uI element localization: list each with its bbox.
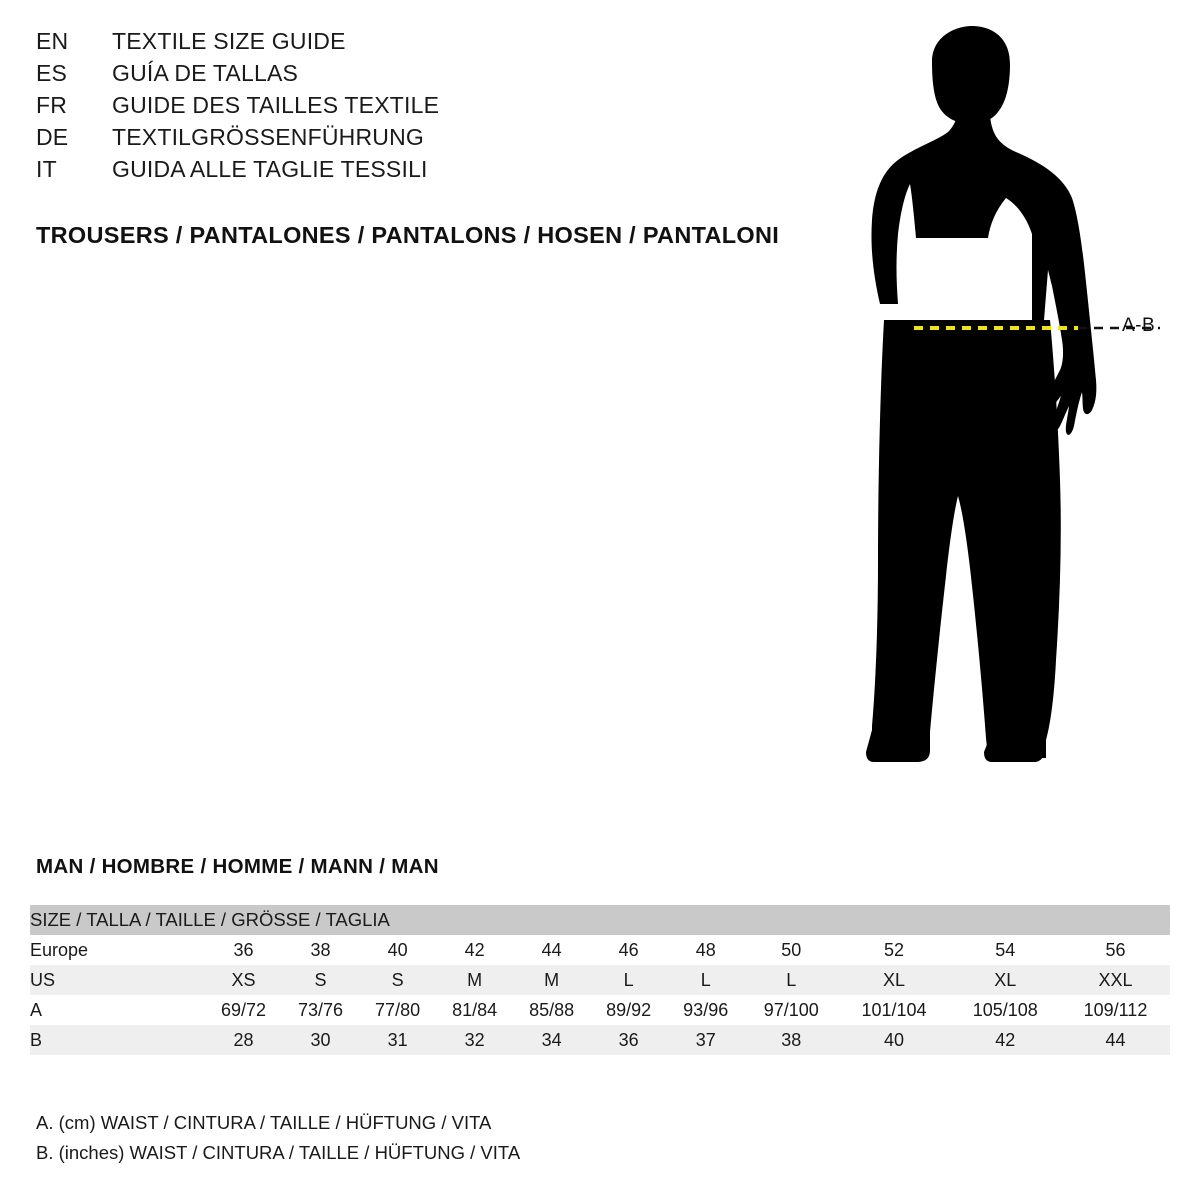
cell-us-7: L [667, 965, 744, 995]
row-label-europe: Europe [30, 935, 205, 965]
cell-europe-6: 46 [590, 935, 667, 965]
cell-us-2: S [282, 965, 359, 995]
language-code-en: EN [36, 28, 69, 54]
language-row-es [36, 60, 796, 92]
cell-a-7: 93/96 [667, 995, 744, 1025]
cell-a-11: 109/112 [1061, 995, 1170, 1025]
cell-a-4: 81/84 [436, 995, 513, 1025]
language-code-de: DE [36, 124, 69, 150]
table-header-row [30, 905, 1170, 935]
cell-b-2: 30 [282, 1025, 359, 1055]
table-header-label: SIZE / TALLA / TAILLE / GRÖSSE / TAGLIA [30, 905, 1170, 935]
cell-us-6: L [590, 965, 667, 995]
size-table [30, 905, 1170, 1055]
cell-us-1: XS [205, 965, 282, 995]
table-row [30, 1025, 1170, 1055]
cell-b-9: 40 [838, 1025, 949, 1055]
language-text-en: TEXTILE SIZE GUIDE [112, 28, 346, 54]
cell-b-11: 44 [1061, 1025, 1170, 1055]
male-figure-illustration [820, 20, 1190, 800]
cell-us-10: XL [950, 965, 1061, 995]
language-code-it: IT [36, 156, 57, 182]
cell-us-4: M [436, 965, 513, 995]
row-label-us: US [30, 965, 205, 995]
cell-a-3: 77/80 [359, 995, 436, 1025]
language-list [36, 28, 796, 188]
cell-b-7: 37 [667, 1025, 744, 1055]
cell-a-8: 97/100 [744, 995, 838, 1025]
cell-a-1: 69/72 [205, 995, 282, 1025]
table-row [30, 995, 1170, 1025]
cell-a-9: 101/104 [838, 995, 949, 1025]
language-text-de: TEXTILGRÖSSENFÜHRUNG [112, 124, 424, 150]
cell-b-3: 31 [359, 1025, 436, 1055]
cell-b-10: 42 [950, 1025, 1061, 1055]
language-row-en [36, 28, 796, 60]
language-text-fr: GUIDE DES TAILLES TEXTILE [112, 92, 440, 118]
cell-us-11: XXL [1061, 965, 1170, 995]
cell-b-5: 34 [513, 1025, 590, 1055]
language-row-fr [36, 92, 796, 124]
cell-b-4: 32 [436, 1025, 513, 1055]
cell-europe-3: 40 [359, 935, 436, 965]
table-section-title: MAN / HOMBRE / HOMME / MANN / MAN [36, 855, 439, 878]
cell-a-10: 105/108 [950, 995, 1061, 1025]
footnote-list [36, 1108, 520, 1168]
row-label-a: A [30, 995, 205, 1025]
cell-europe-9: 52 [838, 935, 949, 965]
cell-europe-10: 54 [950, 935, 1061, 965]
measurement-label-ab: A-B [1122, 315, 1156, 336]
cell-europe-4: 42 [436, 935, 513, 965]
footnote-a: A. (cm) WAIST / CINTURA / TAILLE / HÜFTUNG / VITA [36, 1112, 492, 1133]
garment-type-title: TROUSERS / PANTALONES / PANTALONS / HOSEN / PANTALONI [36, 222, 780, 248]
cell-us-8: L [744, 965, 838, 995]
row-label-b: B [30, 1025, 205, 1055]
cell-europe-8: 50 [744, 935, 838, 965]
cell-us-9: XL [838, 965, 949, 995]
table-row [30, 965, 1170, 995]
language-row-it [36, 156, 796, 188]
male-silhouette-icon [820, 20, 1190, 800]
cell-europe-1: 36 [205, 935, 282, 965]
cell-a-6: 89/92 [590, 995, 667, 1025]
footnote-b: B. (inches) WAIST / CINTURA / TAILLE / HÜFTUNG / VITA [36, 1142, 521, 1163]
cell-europe-2: 38 [282, 935, 359, 965]
cell-b-1: 28 [205, 1025, 282, 1055]
language-row-de [36, 124, 796, 156]
cell-b-8: 38 [744, 1025, 838, 1055]
cell-us-3: S [359, 965, 436, 995]
cell-us-5: M [513, 965, 590, 995]
cell-europe-5: 44 [513, 935, 590, 965]
cell-europe-11: 56 [1061, 935, 1170, 965]
language-text-es: GUÍA DE TALLAS [112, 60, 299, 86]
cell-b-6: 36 [590, 1025, 667, 1055]
cell-europe-7: 48 [667, 935, 744, 965]
language-code-fr: FR [36, 92, 68, 118]
language-text-it: GUIDA ALLE TAGLIE TESSILI [112, 156, 428, 182]
table-row [30, 935, 1170, 965]
language-code-es: ES [36, 60, 68, 86]
cell-a-2: 73/76 [282, 995, 359, 1025]
cell-a-5: 85/88 [513, 995, 590, 1025]
